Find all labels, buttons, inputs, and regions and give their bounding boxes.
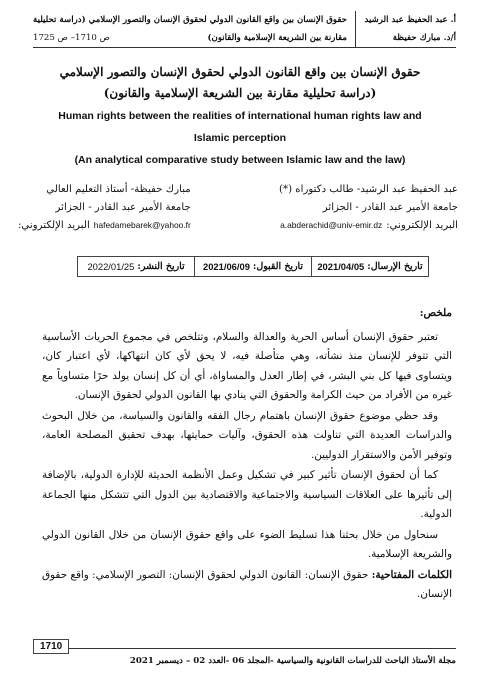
footer [33,641,456,668]
author-2 [18,184,191,231]
authors [18,184,458,231]
header-authors [353,11,456,47]
running-header [33,11,456,48]
author-2-name: مبارك حفيظة- أستاذ التعليم العالي [46,184,191,195]
author-1-email[interactable]: a.abderachid@univ-emir.dz [280,220,383,230]
header-divider [355,11,356,47]
journal-citation: مجلة الأستاذ الباحث للدراسات القانونية والسياسية -المجلد 06 -العدد 02 – ديسمبر 2021 [129,655,456,666]
sent-date-label: تاريخ الإرسال: [367,261,423,272]
published-date-value: 2022/01/25 [87,261,135,272]
english-title-line-2: Islamic perception [193,132,287,144]
title-block [30,62,450,170]
sent-date [311,257,428,276]
header-author-2: أ/د. مبارك حفيظة [392,33,456,43]
abstract-paragraph-4: سنحاول من خلال بحثنا هذا تسليط الضوء على واقع حقوق الإنسان من خلال القانون الدولي والشريعة الإسلامية. [42,528,452,560]
author-1-email-label: البريد الإلكتروني: [386,220,458,231]
header-title-line-1: حقوق الإنسان بين واقع القانون الدولي لحقوق الإنسان والتصور الإسلامي (دراسة تحليلية [33,15,347,25]
header-title-line-2: مقارنة بين الشريعة الإسلامية والقانون) [207,33,347,43]
abstract-paragraph-2: وقد حظي موضوع حقوق الإنسان باهتمام رجال الفقه والقانون والسياسة، من خلال البحوث والدراسات العديدة التي تناولت هذه الحقوق، وآليات حمايتها، بهدف تحقيق المصلحة العامة، وتوفير الأمن والاستقرار الدوليين. [42,409,452,461]
page-number: 1710 [33,639,69,654]
arabic-title-line-1: حقوق الإنسان بين واقع القانون الدولي لحقوق الإنسان والتصور الإسلامي [59,65,421,79]
english-title-line-1: Human rights between the realities of international human rights law and [58,110,422,122]
published-date-label: تاريخ النشر: [137,261,185,272]
header-author-1: أ. عبد الحفيظ عبد الرشيد [364,15,456,25]
accepted-date [194,257,311,276]
abstract-paragraph-1: تعتبر حقوق الإنسان أساس الحرية والعدالة والسلام، وتتلخص في مجموع الحريات الأساسية التي تتوفر للإنسان منذ نشأته، وهي متأصلة فيه، لا يحق لأي كان انتهاكها، لأي اعتبار كان، ويتساوى فيها كل بني البشر، في إطار العدل والمساواة، أي أن كل إنسان يولد حرًا متساوياً مع غيره من الأفراد من حيث الكرامة والحقوق التي ينادي بها القانون الدولي لحقوق الإنسان. [42,330,452,401]
published-date [78,257,194,276]
accepted-date-label: تاريخ القبول: [252,261,303,272]
keywords [42,566,452,605]
keywords-label: الكلمات المفتاحية: [371,568,452,581]
author-1-name: عبد الحفيظ عبد الرشيد- طالب دكتوراه (*) [279,184,458,195]
author-2-email-label: البريد الإلكتروني: [18,220,90,231]
abstract [42,304,452,606]
author-1-affiliation: جامعة الأمير عبد القادر - الجزائر [322,202,458,213]
author-2-affiliation: جامعة الأمير عبد القادر - الجزائر [55,202,191,213]
arabic-title-line-2: (دراسة تحليلية مقارنة بين الشريعة الإسلامية والقانون) [103,86,377,100]
abstract-paragraph-3: كما أن لحقوق الإنسان تأثير كبير في تشكيل وعمل الأنظمة الحديثة للإدارة الدولية، بالإضافة إلى تأثيرها على العلاقات السياسية والاجتماعية والاقتصادية بين الدول التي تتشكل منها الجماعة الدولية. [42,469,452,520]
abstract-heading: ملخص: [419,307,452,319]
header-pages: ص 1710– ص 1725 [33,33,111,43]
accepted-date-value: 2021/06/09 [203,261,250,272]
author-1 [279,184,458,231]
english-title-line-3: (An analytical comparative study between Islamic law and the law) [74,154,406,166]
header-title [33,11,353,47]
dates-box [77,256,429,277]
sent-date-value: 2021/04/05 [317,261,365,272]
keywords-text: حقوق الإنسان: القانون الدولي لحقوق الإنسان: التصور الإسلامي: واقع حقوق الإنسان. [42,568,452,600]
author-2-email[interactable]: hafedamebarek@yahoo.fr [93,220,191,230]
